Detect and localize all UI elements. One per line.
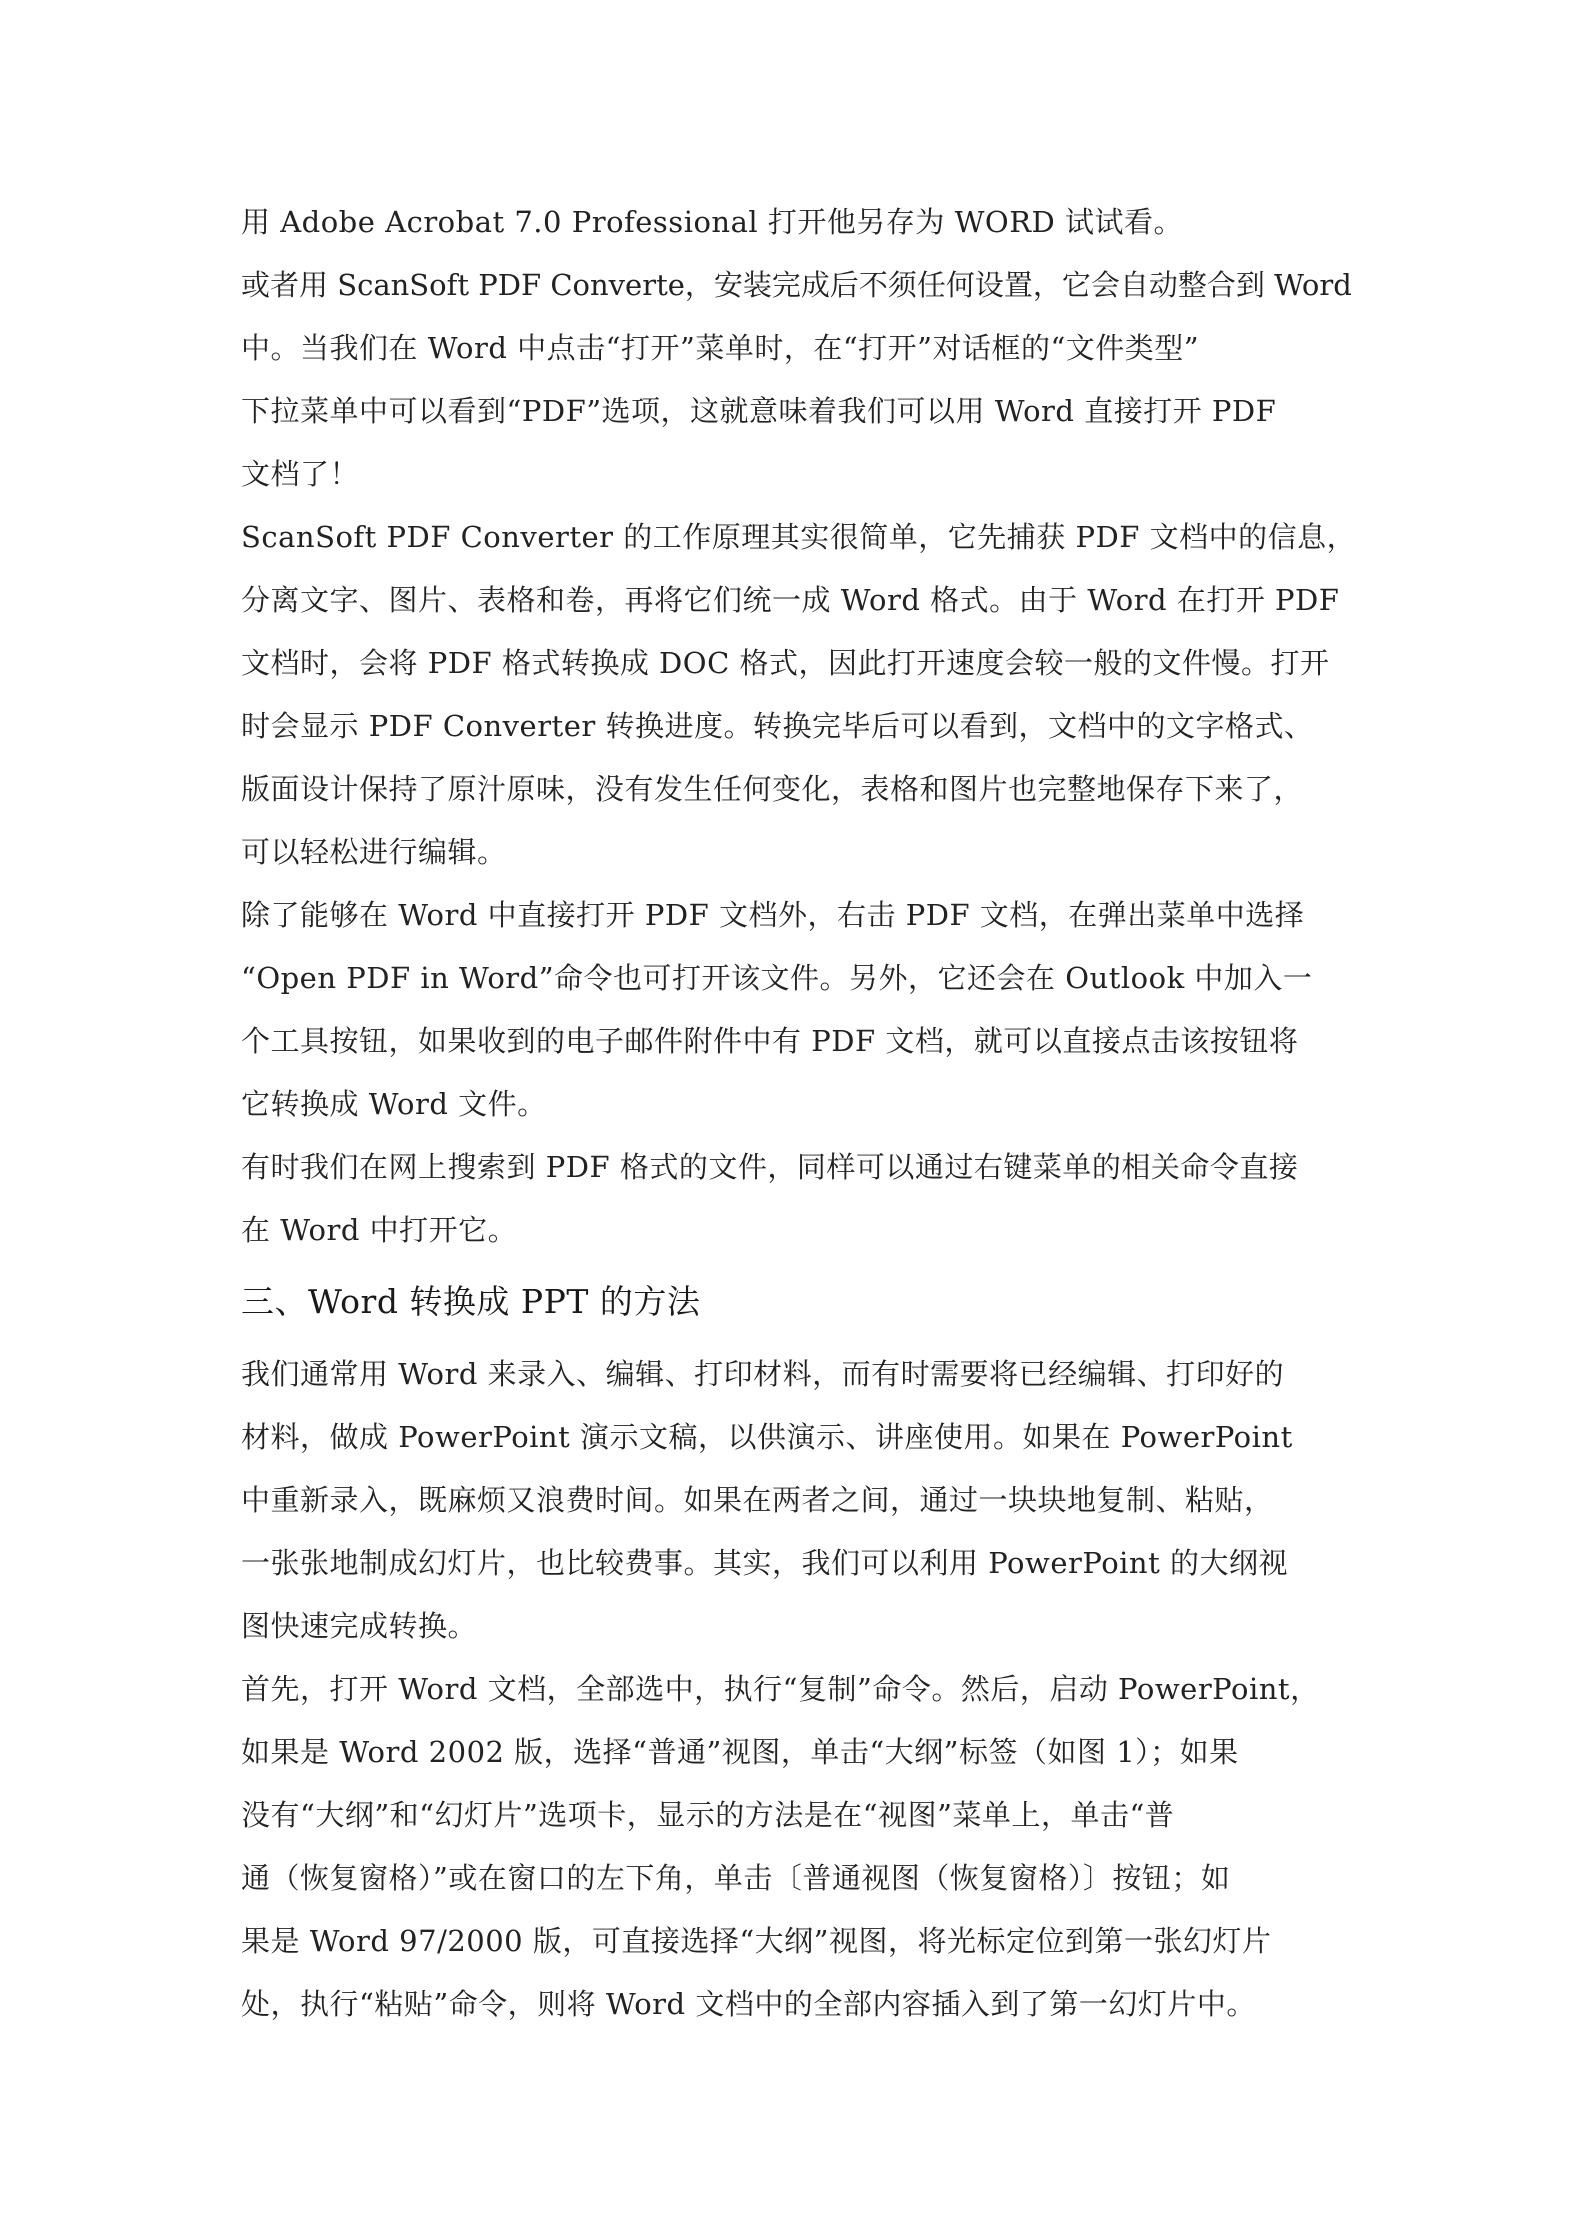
text-line: 版面设计保持了原汁原味，没有发生任何变化，表格和图片也完整地保存下来了， — [241, 772, 1304, 806]
text-line: 图快速完成转换。 — [241, 1609, 478, 1643]
text-line: “Open PDF in Word”命令也可打开该文件。另外，它还会在 Outlook 中加入一 — [241, 961, 1313, 995]
text-line: 中。当我们在 Word 中点击“打开”菜单时，在“打开”对话框的“文件类型” — [241, 331, 1200, 365]
text-line: 除了能够在 Word 中直接打开 PDF 文档外，右击 PDF 文档，在弹出菜单中选择 — [241, 898, 1305, 932]
text-line: 可以轻松进行编辑。 — [241, 835, 507, 869]
text-line: 中重新录入，既麻烦又浪费时间。如果在两者之间，通过一块块地复制、粘贴， — [241, 1483, 1274, 1517]
text-line: 文档时，会将 PDF 格式转换成 DOC 格式，因此打开速度会较一般的文件慢。打开 — [241, 646, 1330, 680]
text-line: 首先，打开 Word 文档，全部选中，执行“复制”命令。然后，启动 PowerPoint， — [241, 1672, 1320, 1706]
text-line: 材料，做成 PowerPoint 演示文稿，以供演示、讲座使用。如果在 PowerPoint — [241, 1420, 1293, 1454]
text-line: 下拉菜单中可以看到“PDF”选项，这就意味着我们可以用 Word 直接打开 PDF — [241, 394, 1277, 428]
text-line: 时会显示 PDF Converter 转换进度。转换完毕后可以看到，文档中的文字格式、 — [241, 709, 1314, 743]
text-line: 在 Word 中打开它。 — [241, 1213, 518, 1247]
text-line: 没有“大纲”和“幻灯片”选项卡，显示的方法是在“视图”菜单上，单击“普 — [241, 1798, 1175, 1832]
text-line: 文档了！ — [241, 457, 360, 491]
section-heading: 三、Word 转换成 PPT 的方法 — [241, 1282, 701, 1321]
text-line: 如果是 Word 2002 版，选择“普通”视图，单击“大纲”标签（如图 1）；如果 — [241, 1735, 1239, 1769]
text-line: 它转换成 Word 文件。 — [241, 1087, 547, 1121]
text-line: 一张张地制成幻灯片，也比较费事。其实，我们可以利用 PowerPoint 的大纲视 — [241, 1546, 1288, 1580]
text-line: 有时我们在网上搜索到 PDF 格式的文件，同样可以通过右键菜单的相关命令直接 — [241, 1150, 1299, 1184]
text-line: 果是 Word 97/2000 版，可直接选择“大纲”视图，将光标定位到第一张幻灯片 — [241, 1924, 1272, 1958]
text-line: 用 Adobe Acrobat 7.0 Professional 打开他另存为 WORD 试试看。 — [241, 205, 1183, 239]
text-line: 或者用 ScanSoft PDF Converte，安装完成后不须任何设置，它会自动整合到 Word — [241, 268, 1352, 302]
text-line: 分离文字、图片、表格和卷，再将它们统一成 Word 格式。由于 Word 在打开 PDF — [241, 583, 1340, 617]
text-line: ScanSoft PDF Converter 的工作原理其实很简单，它先捕获 PDF 文档中的信息， — [241, 520, 1357, 554]
text-line: 个工具按钮，如果收到的电子邮件附件中有 PDF 文档，就可以直接点击该按钮将 — [241, 1024, 1299, 1058]
text-line: 通（恢复窗格）”或在窗口的左下角，单击〔普通视图（恢复窗格）〕按钮；如 — [241, 1861, 1231, 1895]
text-line: 处，执行“粘贴”命令，则将 Word 文档中的全部内容插入到了第一幻灯片中。 — [241, 1987, 1256, 2021]
text-line: 我们通常用 Word 来录入、编辑、打印材料，而有时需要将已经编辑、打印好的 — [241, 1357, 1285, 1391]
